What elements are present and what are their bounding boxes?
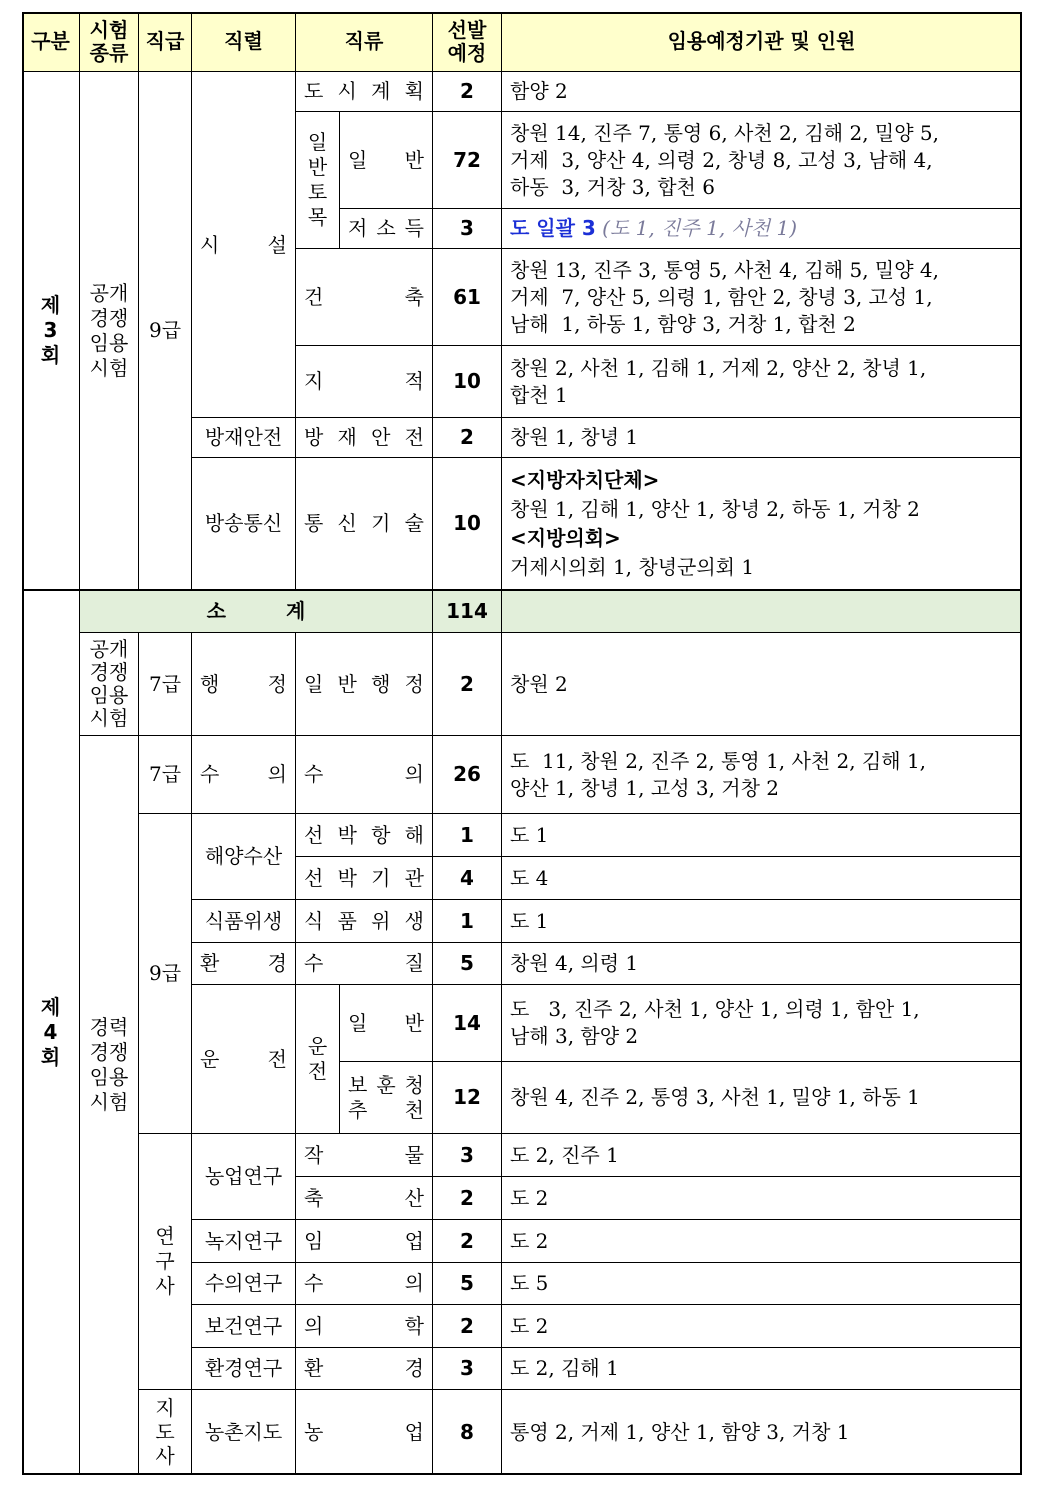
job-char: 수 [304, 951, 324, 975]
agencies-line: 창원 14, 진주 7, 통영 6, 사천 2, 김해 2, 밀양 5, [510, 120, 939, 145]
agencies-heading: <지방자치단체> [510, 467, 660, 492]
job-civil-general [340, 112, 433, 209]
exam-type-char: 임용 [89, 683, 129, 707]
agencies-crops [502, 1134, 1022, 1177]
job-vet-research [296, 1263, 433, 1305]
header-series-text: 직렬 [224, 29, 263, 53]
job-char: 지 [304, 369, 324, 393]
job-telecom-tech [296, 458, 433, 591]
agencies-text: 도 4 [510, 865, 549, 890]
count-text: 61 [453, 284, 481, 309]
job-char: 도 [304, 79, 324, 103]
series-marine [192, 814, 296, 900]
header-exam-type [80, 12, 139, 72]
series-facility [192, 72, 296, 418]
agencies-driving-general [502, 985, 1022, 1062]
round4-open-exam [80, 633, 139, 736]
job-char: 재 [337, 425, 357, 449]
series-agri-research [192, 1134, 296, 1220]
grade-char: 사 [155, 1274, 175, 1298]
round4-label [22, 591, 80, 1475]
header-planned [433, 12, 502, 72]
job-ship-navigation [296, 814, 433, 857]
exam-type-char: 임용 [89, 1065, 129, 1089]
header-agencies-text: 임용예정기관 및 인원 [667, 29, 856, 53]
job-char: 의 [404, 1271, 424, 1295]
job-civil-low-income [340, 209, 433, 249]
job-char: 신 [337, 511, 357, 535]
job-char: 반 [404, 1010, 424, 1035]
job-agriculture [296, 1390, 433, 1475]
series-char: 경 [267, 951, 287, 975]
agencies-vet7 [502, 736, 1022, 814]
series-text: 녹지연구 [204, 1228, 283, 1253]
civil-char: 토 [307, 180, 328, 204]
count-crops [433, 1134, 502, 1177]
count-water-quality [433, 943, 502, 985]
round3-label-char: 제 [40, 293, 61, 317]
job-char: 추 [348, 1097, 368, 1122]
exam-type-char: 시험 [89, 706, 129, 730]
job-char: 안 [371, 425, 391, 449]
job-architecture [296, 249, 433, 346]
agencies-ship-engine [502, 857, 1022, 900]
agencies-vet-research [502, 1263, 1022, 1305]
count-text: 2 [460, 1313, 474, 1338]
series-text: 식품위생 [204, 908, 283, 933]
job-line [348, 1073, 424, 1098]
series-text: 농업연구 [204, 1164, 283, 1188]
job-char: 전 [404, 425, 424, 449]
series-driving [192, 985, 296, 1134]
count-text: 114 [446, 599, 488, 623]
exam-type-char: 경쟁 [89, 660, 129, 684]
agencies-forestry [502, 1220, 1022, 1263]
job-char: 정 [404, 671, 424, 696]
series-text: 보건연구 [204, 1313, 283, 1338]
count-text: 72 [453, 147, 481, 172]
job-char: 해 [404, 822, 424, 847]
round4-label-char: 제 [40, 995, 61, 1019]
job-char: 일 [304, 671, 324, 696]
count-text: 5 [460, 951, 474, 975]
exam-type-char: 시험 [89, 355, 129, 380]
job-char: 품 [337, 908, 357, 933]
agencies-line: 창원 1, 김해 1, 양산 1, 창녕 2, 하동 1, 거창 2 [510, 496, 920, 521]
count-cadastral [433, 346, 502, 418]
job-char: 선 [304, 822, 324, 847]
job-char: 산 [404, 1185, 424, 1210]
count-text: 2 [460, 79, 474, 103]
job-char: 경 [404, 1356, 424, 1380]
job-char: 선 [304, 865, 324, 890]
round3-label-char: 회 [40, 343, 61, 367]
job-driving-veteran [340, 1062, 433, 1134]
job-char: 반 [404, 147, 424, 172]
driving-char: 운 [307, 1034, 328, 1058]
job-driving-general [340, 985, 433, 1062]
driving-char: 전 [307, 1059, 328, 1083]
header-job-text: 직류 [344, 29, 384, 53]
series-char: 설 [267, 233, 287, 257]
job-char: 계 [371, 79, 391, 103]
subtotal-agencies [502, 591, 1022, 633]
round3-label-char: 3 [43, 318, 58, 342]
agencies-main-text: 도 일괄 3 [510, 216, 596, 240]
agencies-line: 도 11, 창원 2, 진주 2, 통영 1, 사천 2, 김해 1, [510, 748, 927, 773]
count-driving-general [433, 985, 502, 1062]
count-disaster-safety [433, 418, 502, 458]
job-char: 기 [371, 865, 391, 890]
driving-group-label [296, 985, 340, 1134]
series-health-research [192, 1305, 296, 1348]
header-job [296, 12, 433, 72]
series-environment [192, 943, 296, 985]
job-char: 농 [304, 1419, 324, 1444]
job-char: 훈 [376, 1072, 396, 1097]
grade-researcher [139, 1134, 192, 1390]
header-grade [139, 12, 192, 72]
grade-char: 도 [155, 1420, 175, 1444]
agencies-text: 도 2, 김해 1 [510, 1356, 619, 1380]
job-char: 시 [337, 79, 357, 103]
job-char: 소 [376, 216, 396, 240]
round4-label-char: 회 [40, 1045, 61, 1069]
agencies-line: 창원 2, 사천 1, 김해 1, 거제 2, 양산 2, 창녕 1, [510, 355, 927, 380]
count-text: 2 [460, 1228, 474, 1253]
agencies-line: 남해 1, 하동 1, 함양 3, 거창 1, 합천 2 [510, 311, 856, 336]
series-text: 방송통신 [204, 511, 283, 535]
job-char: 의 [304, 1313, 324, 1338]
count-environment [433, 1348, 502, 1390]
job-char: 박 [337, 822, 357, 847]
agencies-driving-veteran [502, 1062, 1022, 1134]
series-char: 전 [267, 1046, 287, 1071]
subtotal-char: 소 [206, 599, 226, 623]
agencies-architecture [502, 249, 1022, 346]
job-char: 업 [404, 1228, 424, 1253]
job-crops [296, 1134, 433, 1177]
job-char: 술 [404, 511, 424, 535]
header-grade-text: 직급 [145, 29, 185, 53]
agencies-text: 도 1 [510, 908, 549, 933]
job-disaster-safety [296, 418, 433, 458]
job-char: 생 [404, 908, 424, 933]
agencies-heading: <지방의회> [510, 525, 621, 550]
job-environment [296, 1348, 433, 1390]
agencies-line: 거제시의회 1, 창녕군의회 1 [510, 554, 755, 579]
header-gubun [22, 12, 80, 72]
grade-admin [139, 633, 192, 736]
agencies-text: 창원 4, 의령 1 [510, 951, 639, 975]
grade-text: 9급 [148, 318, 182, 342]
grade-char: 구 [155, 1249, 175, 1273]
exam-type-char: 공개 [89, 280, 129, 305]
count-text: 10 [453, 369, 481, 393]
grade-char: 지 [155, 1396, 175, 1420]
agencies-civil-general [502, 112, 1022, 209]
count-text: 2 [460, 1185, 474, 1210]
series-char: 시 [200, 233, 220, 257]
job-char: 식 [304, 908, 324, 933]
round3-exam-type [80, 72, 139, 591]
count-forestry [433, 1220, 502, 1263]
exam-type-char: 시험 [89, 1090, 129, 1114]
agencies-note-text: (도 1, 진주 1, 사천 1) [602, 216, 798, 240]
job-urban-planning [296, 72, 433, 112]
grade-9 [139, 814, 192, 1134]
count-livestock [433, 1177, 502, 1220]
job-char: 의 [404, 762, 424, 786]
civil-char: 목 [307, 205, 328, 229]
agencies-civil-low-income [502, 209, 1022, 249]
round3-grade [139, 72, 192, 591]
series-food-hygiene [192, 900, 296, 943]
series-text: 방재안전 [204, 425, 283, 449]
job-char: 축 [304, 1185, 324, 1210]
agencies-line: 합천 1 [510, 382, 568, 407]
agencies-text: 도 1 [510, 822, 549, 847]
job-char: 통 [304, 511, 324, 535]
job-cadastral [296, 346, 433, 418]
job-char: 일 [348, 1010, 368, 1035]
count-text: 26 [453, 762, 481, 786]
job-char: 건 [304, 284, 324, 309]
exam-type-char: 경쟁 [89, 1040, 129, 1064]
series-char: 환 [200, 951, 220, 975]
job-char: 보 [348, 1072, 368, 1097]
job-water-quality [296, 943, 433, 985]
job-char: 항 [371, 822, 391, 847]
civil-group-label [296, 112, 340, 249]
series-text: 농촌지도 [204, 1419, 283, 1444]
count-text: 3 [460, 1142, 474, 1167]
job-ship-engine [296, 857, 433, 900]
header-planned-line: 예정 [447, 40, 487, 65]
round4-career-exam [80, 736, 139, 1475]
agencies-text: 도 2 [510, 1228, 549, 1253]
series-char: 운 [200, 1046, 220, 1071]
count-telecom-tech [433, 458, 502, 591]
agencies-food-hygiene [502, 900, 1022, 943]
round4-label-char: 4 [43, 1020, 58, 1044]
series-text: 해양수산 [204, 844, 283, 868]
agencies-line: 창원 13, 진주 3, 통영 5, 사천 4, 김해 5, 밀양 4, [510, 257, 939, 282]
count-architecture [433, 249, 502, 346]
civil-char: 반 [307, 155, 328, 179]
agencies-line: 양산 1, 창녕 1, 고성 3, 거창 2 [510, 775, 780, 800]
agencies-text: 창원 4, 진주 2, 통영 3, 사천 1, 밀양 1, 하동 1 [510, 1085, 920, 1109]
subtotal-char: 계 [286, 599, 306, 623]
grade-text: 7급 [148, 671, 182, 696]
series-rural-guidance [192, 1390, 296, 1475]
header-exam-type-line: 종류 [89, 40, 129, 65]
series-char: 의 [267, 762, 287, 786]
count-food-hygiene [433, 900, 502, 943]
agencies-text: 도 2 [510, 1313, 549, 1338]
exam-type-char: 공개 [89, 637, 129, 661]
count-agriculture [433, 1390, 502, 1475]
series-forest-research [192, 1220, 296, 1263]
agencies-urban-planning [502, 72, 1022, 112]
job-char: 적 [404, 369, 424, 393]
job-char: 작 [304, 1142, 324, 1167]
exam-type-char: 경력 [89, 1015, 129, 1039]
count-text: 5 [460, 1271, 474, 1295]
series-char: 정 [267, 671, 287, 696]
agencies-line: 도 3, 진주 2, 사천 1, 양산 1, 의령 1, 함안 1, [510, 997, 920, 1021]
agencies-text: 도 2 [510, 1185, 549, 1210]
job-char: 관 [404, 865, 424, 890]
job-char: 학 [404, 1313, 424, 1338]
civil-char: 일 [307, 130, 328, 154]
job-char: 환 [304, 1356, 324, 1380]
agencies-cadastral [502, 346, 1022, 418]
job-vet7 [296, 736, 433, 814]
count-vet7 [433, 736, 502, 814]
series-text: 환경연구 [204, 1356, 283, 1380]
agencies-disaster-safety [502, 418, 1022, 458]
job-char: 수 [304, 1271, 324, 1295]
job-medicine [296, 1305, 433, 1348]
subtotal-count [433, 591, 502, 633]
job-char: 수 [304, 762, 324, 786]
agencies-text: 통영 2, 거제 1, 양산 1, 함양 3, 거창 1 [510, 1419, 850, 1444]
job-general-admin [296, 633, 433, 736]
agencies-medicine [502, 1305, 1022, 1348]
job-char: 임 [304, 1228, 324, 1253]
grade-text: 9급 [148, 961, 182, 985]
count-text: 4 [460, 865, 474, 890]
grade-text: 7급 [148, 762, 182, 786]
header-agencies [502, 12, 1022, 72]
series-char: 수 [200, 762, 220, 786]
job-char: 천 [404, 1097, 424, 1122]
exam-type-char: 경쟁 [89, 305, 129, 330]
agencies-environment [502, 1348, 1022, 1390]
agencies-text: 함양 2 [510, 79, 568, 103]
job-char: 반 [337, 671, 357, 696]
job-char: 청 [404, 1072, 424, 1097]
header-exam-type-line: 시험 [89, 17, 129, 42]
agencies-water-quality [502, 943, 1022, 985]
series-vet7 [192, 736, 296, 814]
count-text: 8 [460, 1419, 474, 1444]
job-char: 질 [404, 951, 424, 975]
count-civil-general [433, 112, 502, 209]
count-text: 1 [460, 822, 474, 847]
grade-guidance [139, 1390, 192, 1475]
count-vet-research [433, 1263, 502, 1305]
exam-type-char: 임용 [89, 330, 129, 355]
round3-label [22, 72, 80, 591]
count-text: 12 [453, 1085, 481, 1109]
job-char: 획 [404, 79, 424, 103]
job-food-hygiene [296, 900, 433, 943]
series-char: 행 [200, 671, 220, 696]
subtotal-label [80, 591, 433, 633]
count-ship-engine [433, 857, 502, 900]
job-char: 물 [404, 1142, 424, 1167]
job-line [348, 1098, 424, 1123]
job-char: 득 [404, 216, 424, 240]
job-char: 일 [348, 147, 368, 172]
agencies-line: 거제 7, 양산 5, 의령 1, 함안 2, 창녕 3, 고성 1, [510, 284, 933, 309]
agencies-line: 하동 3, 거창 3, 합천 6 [510, 174, 715, 199]
agencies-line: 거제 3, 양산 4, 의령 2, 창녕 8, 고성 3, 남해 4, [510, 147, 933, 172]
count-text: 2 [460, 671, 474, 696]
agencies-text: 창원 1, 창녕 1 [510, 425, 639, 449]
series-text: 수의연구 [204, 1271, 283, 1295]
job-char: 기 [371, 511, 391, 535]
agencies-telecom-tech [502, 458, 1022, 591]
count-ship-navigation [433, 814, 502, 857]
agencies-livestock [502, 1177, 1022, 1220]
series-disaster-safety [192, 418, 296, 458]
job-char: 축 [404, 284, 424, 309]
series-admin [192, 633, 296, 736]
job-char: 업 [404, 1419, 424, 1444]
count-text: 2 [460, 425, 474, 449]
count-text: 3 [460, 216, 474, 240]
count-urban-planning [433, 72, 502, 112]
series-env-research [192, 1348, 296, 1390]
job-livestock [296, 1177, 433, 1220]
count-text: 14 [453, 1010, 481, 1035]
count-text: 3 [460, 1356, 474, 1380]
agencies-text: 도 5 [510, 1271, 549, 1295]
agencies-agriculture [502, 1390, 1022, 1475]
agencies-ship-navigation [502, 814, 1022, 857]
job-forestry [296, 1220, 433, 1263]
series-vet-research [192, 1263, 296, 1305]
grade-char: 연 [155, 1224, 175, 1248]
agencies-general-admin [502, 633, 1022, 736]
header-planned-line: 선발 [447, 17, 487, 42]
count-driving-veteran [433, 1062, 502, 1134]
count-text: 1 [460, 908, 474, 933]
count-civil-low-income [433, 209, 502, 249]
grade-char: 사 [155, 1444, 175, 1468]
grade-vet7 [139, 736, 192, 814]
agencies-text: 도 2, 진주 1 [510, 1142, 619, 1167]
header-gubun-text: 구분 [31, 29, 70, 53]
job-char: 저 [348, 216, 368, 240]
count-medicine [433, 1305, 502, 1348]
agencies-line: 남해 3, 함양 2 [510, 1024, 639, 1048]
header-series [192, 12, 296, 72]
job-char: 위 [371, 908, 391, 933]
agencies-text: 창원 2 [510, 671, 568, 696]
count-general-admin [433, 633, 502, 736]
job-char: 박 [337, 865, 357, 890]
count-text: 10 [453, 511, 481, 535]
job-char: 방 [304, 425, 324, 449]
series-telecom [192, 458, 296, 591]
job-char: 행 [371, 671, 391, 696]
